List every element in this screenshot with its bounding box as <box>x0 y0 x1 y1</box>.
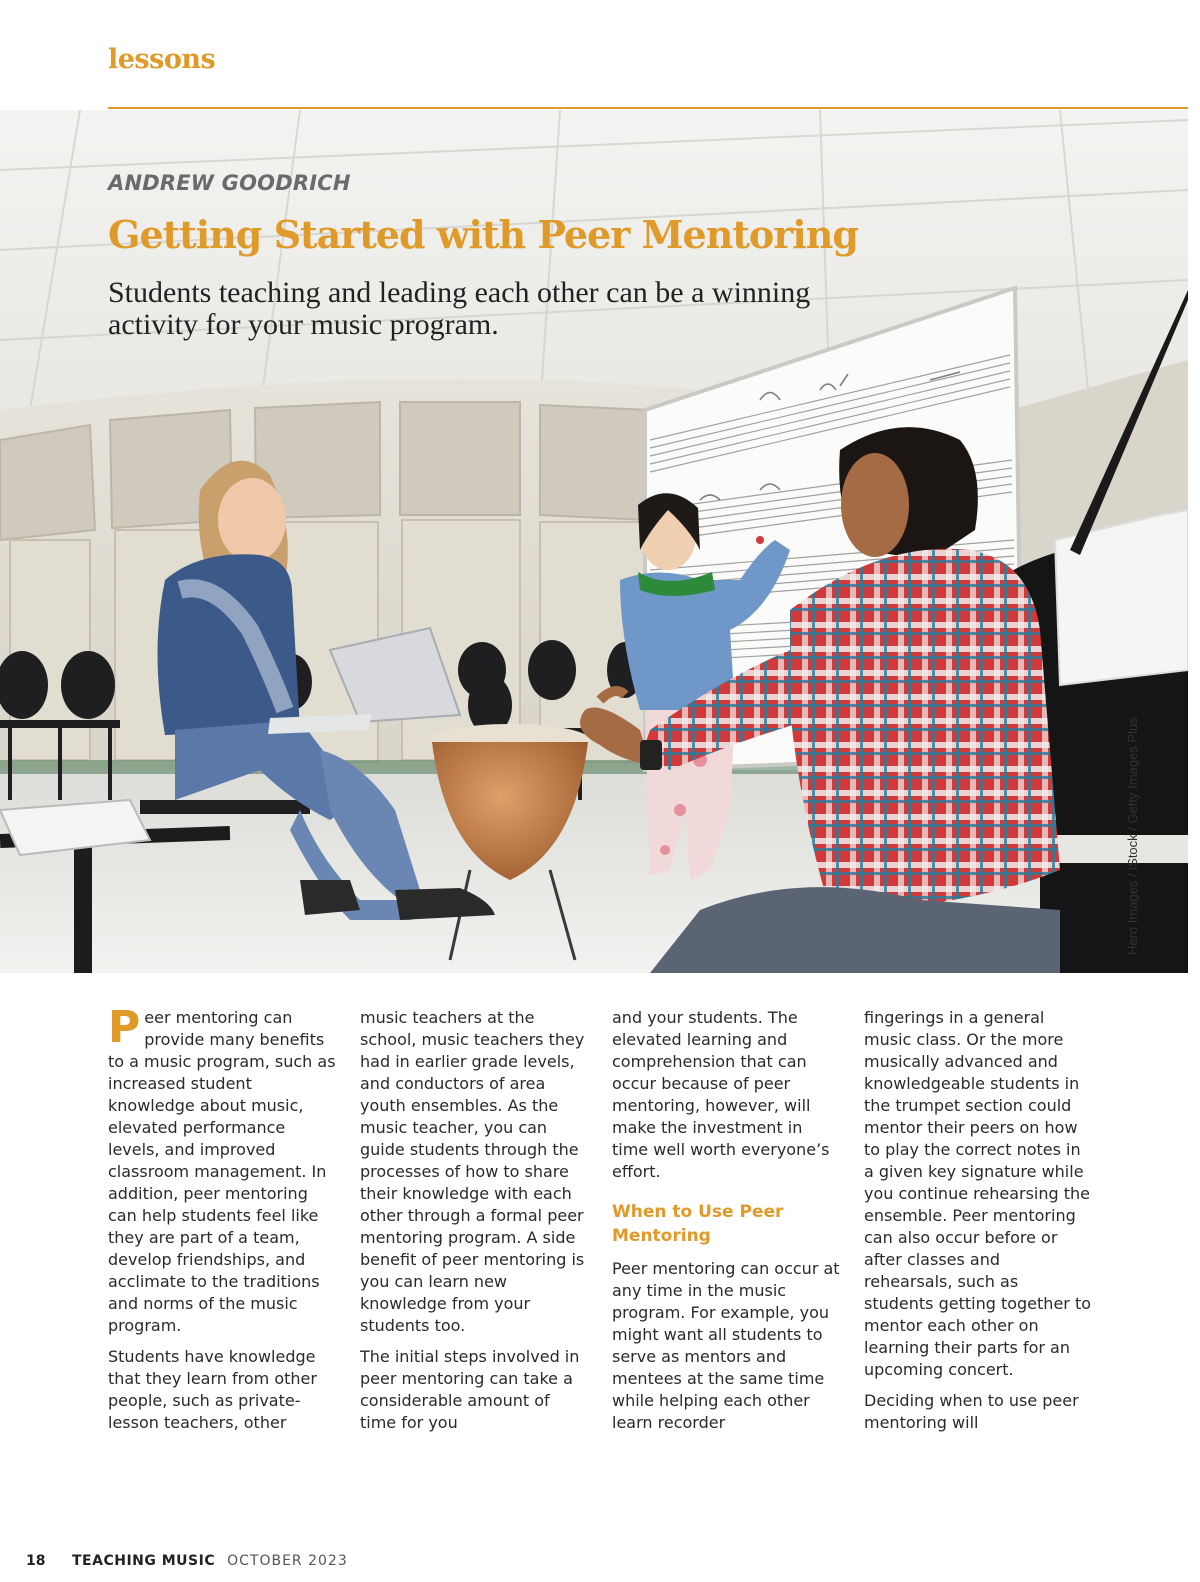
paragraph: Students have knowledge that they learn from other people, such as private-lesson teachers, other <box>108 1347 317 1432</box>
photo-credit: Hero Images / iStock / Getty Images Plus <box>1125 717 1140 955</box>
issue-date: OCTOBER 2023 <box>227 1553 348 1569</box>
paragraph: and your students. The elevated learning and comprehension that can occur because of peer mentoring, however, will make the investment in time well worth everyone’s effort. <box>612 1008 830 1181</box>
column-1 <box>108 1002 336 1443</box>
paragraph: fingerings in a general music class. Or the more musically advanced and knowledgeable students in the trumpet section could mentor their peers on how to play the correct notes in a given key signature while you continue rehearsing the ensemble. Peer mentoring can also occur before or after classes and rehearsals, such as students getting together to mentor each other on learning their parts for an upcoming concert. <box>864 1008 1092 1379</box>
column-4 <box>864 1007 1092 1443</box>
column-2 <box>360 1007 588 1443</box>
byline: ANDREW GOODRICH <box>108 171 351 195</box>
page-number: 18 <box>26 1553 46 1569</box>
paragraph: Peer mentoring can occur at any time in the music program. For example, you might want all students to serve as mentors and mentees at the same time while helping each other learn recorder <box>612 1259 840 1432</box>
section-subhead: When to Use Peer Mentoring <box>612 1202 784 1246</box>
article-subtitle: Students teaching and leading each other can be a winning activity for your music program. <box>108 276 811 341</box>
paragraph: The initial steps involved in peer mentoring can take a considerable amount of time for you <box>360 1347 580 1432</box>
magazine-name: TEACHING MUSIC <box>72 1553 216 1569</box>
drop-cap: P <box>108 1002 141 1053</box>
paragraph: Deciding when to use peer mentoring will <box>864 1391 1079 1432</box>
header-rule <box>108 107 1188 109</box>
paragraph-text: eer mentoring can provide many benefits to a music program, such as increased student knowledge about music, elevated performance levels, and improved classroom management. In addition, peer mentoring can help students feel like they are part of a team, develop friendships, and acclimate to the traditions and norms of the music program. <box>108 1008 336 1335</box>
article-title: Getting Started with Peer Mentoring <box>108 212 858 257</box>
column-3 <box>612 1007 840 1443</box>
section-label: lessons <box>108 44 216 75</box>
paragraph <box>108 1002 336 1337</box>
page-footer <box>26 1553 348 1569</box>
paragraph: music teachers at the school, music teachers they had in earlier grade levels, and conductors of area youth ensembles. As the music teacher, you can guide students through the processes of how to share their knowledge with each other through a formal peer mentoring program. A side benefit of peer mentoring is you can learn new knowledge from your students too. <box>360 1008 585 1335</box>
